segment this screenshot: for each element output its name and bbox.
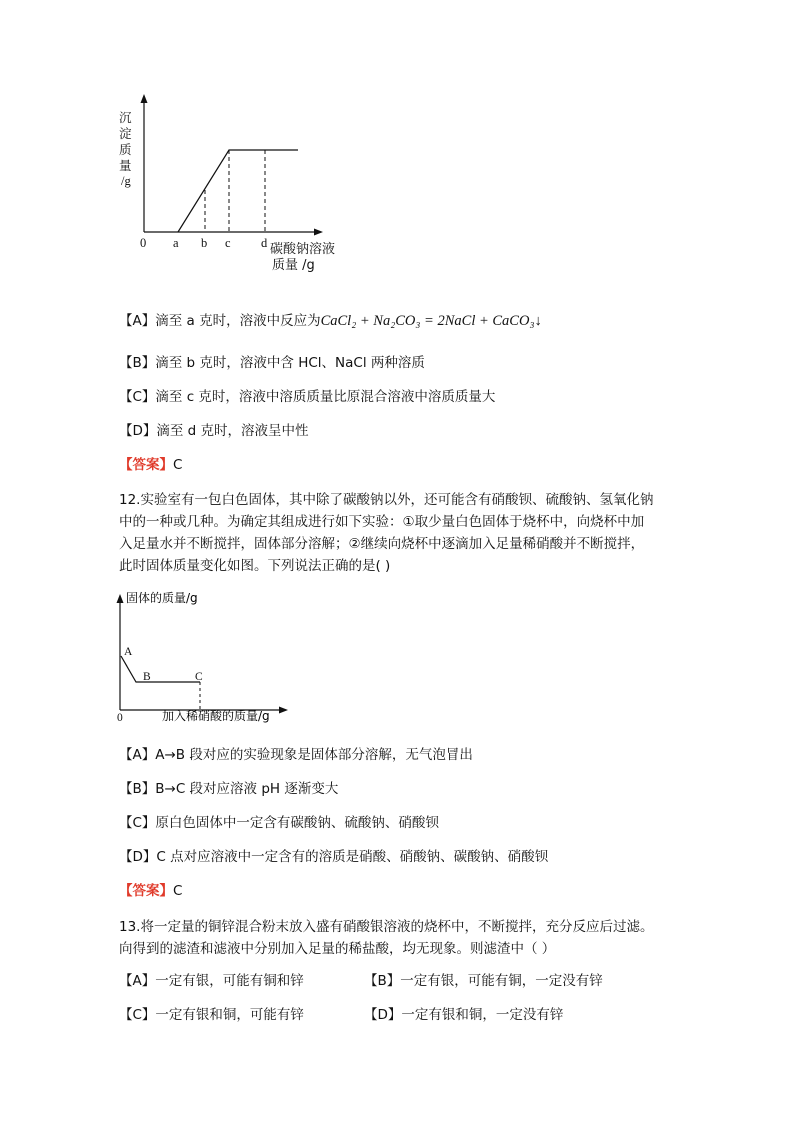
q11-option-a-equation: CaCl₂ + Na₂CO₃ = 2NaCl + CaCO₃↓ <box>320 313 542 329</box>
q11-option-d[interactable]: 【D】滴至 d 克时，溶液呈中性 <box>119 423 309 439</box>
q11-option-a-prefix: 【A】滴至 a 克时，溶液中反应为 <box>119 313 321 329</box>
y-axis-label-line: 质 <box>119 142 132 157</box>
y-axis-label: 固体的质量/g <box>126 591 198 605</box>
q13-option-d[interactable]: 【D】一定有银和铜，一定没有锌 <box>364 1007 564 1023</box>
y-axis-label-line: 淀 <box>119 126 132 141</box>
precipitate-mass-graph <box>0 0 794 290</box>
y-axis-arrow <box>117 594 124 603</box>
y-axis-label-line: 沉 <box>119 110 132 125</box>
solid-mass-curve <box>121 656 200 682</box>
q12-stem-line: 此时固体质量变化如图。下列说法正确的是( ) <box>119 558 391 574</box>
x-axis-label-line: 质量 /g <box>272 258 315 273</box>
answer-label: 【答案】 <box>119 883 173 899</box>
point-label-b: B <box>143 671 151 683</box>
y-axis-label-line: 量 <box>119 158 132 173</box>
precipitate-curve <box>178 150 298 232</box>
tick-label-c: c <box>225 236 231 250</box>
point-label-c: C <box>195 671 203 683</box>
q11-option-b[interactable]: 【B】滴至 b 克时，溶液中含 HCl、NaCl 两种溶质 <box>119 355 425 371</box>
q12-option-d[interactable]: 【D】C 点对应溶液中一定含有的溶质是硝酸、硝酸钠、碳酸钠、硝酸钡 <box>119 849 549 865</box>
q12-option-a[interactable]: 【A】A→B 段对应的实验现象是固体部分溶解，无气泡冒出 <box>119 747 473 763</box>
y-axis-label-line: /g <box>121 174 131 188</box>
tick-label-b: b <box>201 236 208 250</box>
q13-stem-line: 向得到的滤渣和滤液中分别加入足量的稀盐酸，均无现象。则滤渣中（ ） <box>119 941 556 957</box>
x-axis-label: 加入稀硝酸的质量/g <box>162 709 270 723</box>
solid-mass-graph <box>0 580 794 740</box>
answer-label: 【答案】 <box>119 457 173 473</box>
q12-option-c[interactable]: 【C】原白色固体中一定含有碳酸钠、硫酸钠、硝酸钡 <box>119 815 439 831</box>
q12-stem-line: 12.实验室有一包白色固体，其中除了碳酸钠以外，还可能含有硝酸钡、硫酸钠、氢氧化钠 <box>119 492 654 508</box>
q11-answer <box>119 455 182 475</box>
y-axis-arrow <box>141 94 148 103</box>
x-axis-arrow <box>279 707 288 714</box>
q12-option-b[interactable]: 【B】B→C 段对应溶液 pH 逐渐变大 <box>119 781 339 797</box>
q11-option-c[interactable]: 【C】滴至 c 克时，溶液中溶质质量比原混合溶液中溶质质量大 <box>119 389 496 405</box>
origin-label: 0 <box>117 712 123 724</box>
tick-label-d: d <box>261 236 268 250</box>
q13-stem-line: 13.将一定量的铜锌混合粉末放入盛有硝酸银溶液的烧杯中，不断搅拌，充分反应后过滤。 <box>119 919 654 935</box>
q12-stem-line: 中的一种或几种。为确定其组成进行如下实验：①取少量白色固体于烧杯中，向烧杯中加 <box>119 514 645 530</box>
x-axis-arrow <box>314 229 323 236</box>
q12-answer <box>119 881 182 901</box>
origin-label: 0 <box>140 236 147 250</box>
tick-label-a: a <box>173 236 179 250</box>
point-label-a: A <box>124 646 133 658</box>
q13-option-c[interactable]: 【C】一定有银和铜，可能有锌 <box>119 1007 304 1023</box>
q13-option-a[interactable]: 【A】一定有银，可能有铜和锌 <box>119 973 304 989</box>
q13-option-b[interactable]: 【B】一定有银，可能有铜，一定没有锌 <box>364 973 603 989</box>
answer-value: C <box>173 883 183 899</box>
q11-option-a[interactable] <box>119 311 542 331</box>
answer-value: C <box>173 457 183 473</box>
x-axis-label-line: 碳酸钠溶液 <box>270 242 336 257</box>
q12-stem-line: 入足量水并不断搅拌，固体部分溶解；②继续向烧杯中逐滴加入足量稀硝酸并不断搅拌， <box>119 536 645 552</box>
